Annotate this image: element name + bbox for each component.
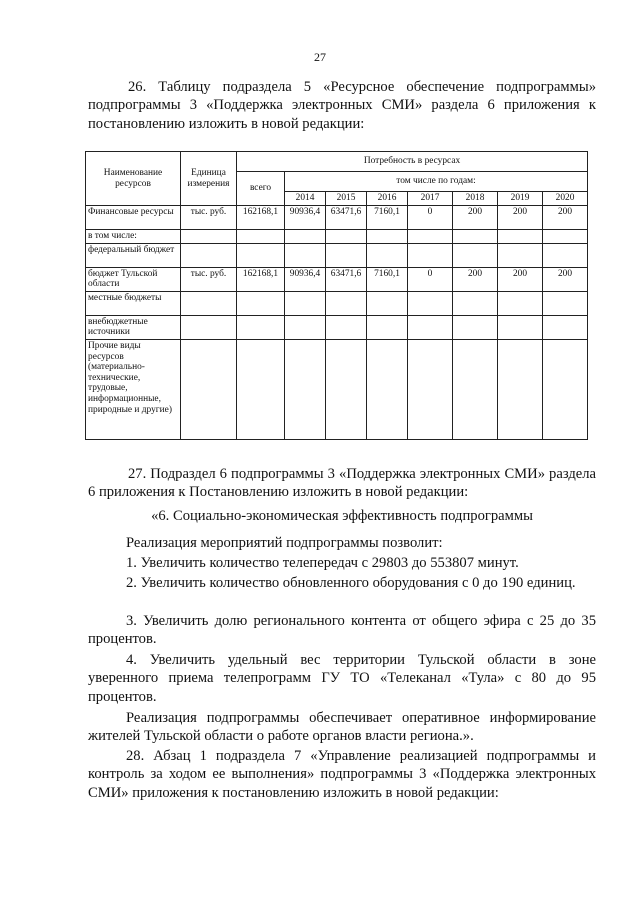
row-value (543, 339, 588, 439)
header-by-years: том числе по годам: (285, 172, 588, 192)
row-total: 162168,1 (237, 267, 285, 291)
row-value: 7160,1 (367, 267, 408, 291)
row-value (326, 243, 367, 267)
row-value (543, 315, 588, 339)
row-value (367, 315, 408, 339)
row-value (326, 230, 367, 244)
list-item: 2. Увеличить количество обновленного оборудования с 0 до 190 единиц. (126, 575, 576, 591)
row-total (237, 243, 285, 267)
row-value (498, 230, 543, 244)
header-name: Наименование ресурсов (86, 152, 181, 206)
section-title: «6. Социально-экономическая эффективность подпрограммы (151, 508, 533, 524)
row-value (326, 291, 367, 315)
row-value (285, 339, 326, 439)
row-value (498, 339, 543, 439)
row-total (237, 339, 285, 439)
row-value (543, 243, 588, 267)
table-row (86, 230, 588, 244)
page-number: 27 (314, 50, 326, 64)
row-value (367, 230, 408, 244)
resource-table (85, 151, 588, 440)
table-row (86, 206, 588, 230)
row-unit (181, 339, 237, 439)
header-total: всего (237, 172, 285, 206)
row-value (285, 230, 326, 244)
row-value (498, 243, 543, 267)
list-item: 3. Увеличить долю регионального контента от общего эфира с 25 до 35 процентов. (88, 613, 596, 648)
summary-text: Реализация подпрограммы обеспечивает оперативное информирование жителей Тульской области о работе органов власти региона.». (88, 710, 596, 745)
row-value: 63471,6 (326, 267, 367, 291)
header-year: 2018 (453, 192, 498, 206)
row-value (453, 315, 498, 339)
row-unit (181, 230, 237, 244)
header-year: 2017 (408, 192, 453, 206)
row-unit (181, 315, 237, 339)
intro-text: Реализация мероприятий подпрограммы позволит: (126, 535, 443, 551)
row-name: Финансовые ресурсы (86, 206, 181, 230)
row-unit: тыс. руб. (181, 267, 237, 291)
row-total: 162168,1 (237, 206, 285, 230)
row-value: 63471,6 (326, 206, 367, 230)
row-value: 200 (453, 206, 498, 230)
header-year: 2019 (498, 192, 543, 206)
row-name: бюджет Тульской области (86, 267, 181, 291)
row-value (408, 315, 453, 339)
header-year: 2020 (543, 192, 588, 206)
paragraph-26: 26. Таблицу подраздела 5 «Ресурсное обеспечение подпрограммы» подпрограммы 3 «Поддержка электронных СМИ» раздела 6 приложения к постановлению изложить в новой редакции: (88, 79, 596, 132)
list-item: 4. Увеличить удельный вес территории Тульской области в зоне уверенного приема телепрограмм ГУ ТО «Телеканал «Тула» с 80 до 95 процентов. (88, 652, 596, 705)
row-unit (181, 291, 237, 315)
row-name: местные бюджеты (86, 291, 181, 315)
row-value: 200 (543, 206, 588, 230)
row-value (408, 339, 453, 439)
row-value (498, 315, 543, 339)
row-value (285, 291, 326, 315)
table-row (86, 267, 588, 291)
row-name: федеральный бюджет (86, 243, 181, 267)
paragraph-28: 28. Абзац 1 подраздела 7 «Управление реализацией подпрограммы и контроль за ходом ее выполнения» подпрограммы 3 «Поддержка электронных СМИ» приложения к постановлению изложить в новой редакции: (88, 748, 596, 801)
row-value: 0 (408, 206, 453, 230)
row-value (453, 339, 498, 439)
row-value (453, 291, 498, 315)
table-row (86, 339, 588, 439)
row-value (543, 291, 588, 315)
row-value (326, 315, 367, 339)
row-value (367, 339, 408, 439)
header-year: 2014 (285, 192, 326, 206)
header-year: 2016 (367, 192, 408, 206)
row-value (453, 230, 498, 244)
row-name: Прочие виды ресурсов (материально-технические, трудовые, информационные, природные и другие) (86, 339, 181, 439)
row-value: 0 (408, 267, 453, 291)
row-name: в том числе: (86, 230, 181, 244)
row-value (408, 243, 453, 267)
header-need: Потребность в ресурсах (237, 152, 588, 172)
row-value (408, 291, 453, 315)
row-value: 7160,1 (367, 206, 408, 230)
row-value (453, 243, 498, 267)
row-value (367, 243, 408, 267)
row-value (367, 291, 408, 315)
header-unit: Единица измерения (181, 152, 237, 206)
list-item: 1. Увеличить количество телепередач с 29803 до 553807 минут. (126, 555, 519, 571)
row-value: 200 (498, 267, 543, 291)
table-row (86, 315, 588, 339)
row-value (285, 243, 326, 267)
table-row (86, 243, 588, 267)
row-value (285, 315, 326, 339)
row-unit (181, 243, 237, 267)
row-name: внебюджетные источники (86, 315, 181, 339)
row-total (237, 291, 285, 315)
row-value (326, 339, 367, 439)
row-value (543, 230, 588, 244)
row-value: 90936,4 (285, 267, 326, 291)
row-unit: тыс. руб. (181, 206, 237, 230)
row-value: 200 (453, 267, 498, 291)
header-year: 2015 (326, 192, 367, 206)
row-total (237, 315, 285, 339)
paragraph-27: 27. Подраздел 6 подпрограммы 3 «Поддержка электронных СМИ» раздела 6 приложения к Постановлению изложить в новой редакции: (88, 466, 596, 501)
table-row (86, 291, 588, 315)
row-value (408, 230, 453, 244)
row-value: 200 (543, 267, 588, 291)
row-value: 90936,4 (285, 206, 326, 230)
row-value: 200 (498, 206, 543, 230)
row-value (498, 291, 543, 315)
row-total (237, 230, 285, 244)
